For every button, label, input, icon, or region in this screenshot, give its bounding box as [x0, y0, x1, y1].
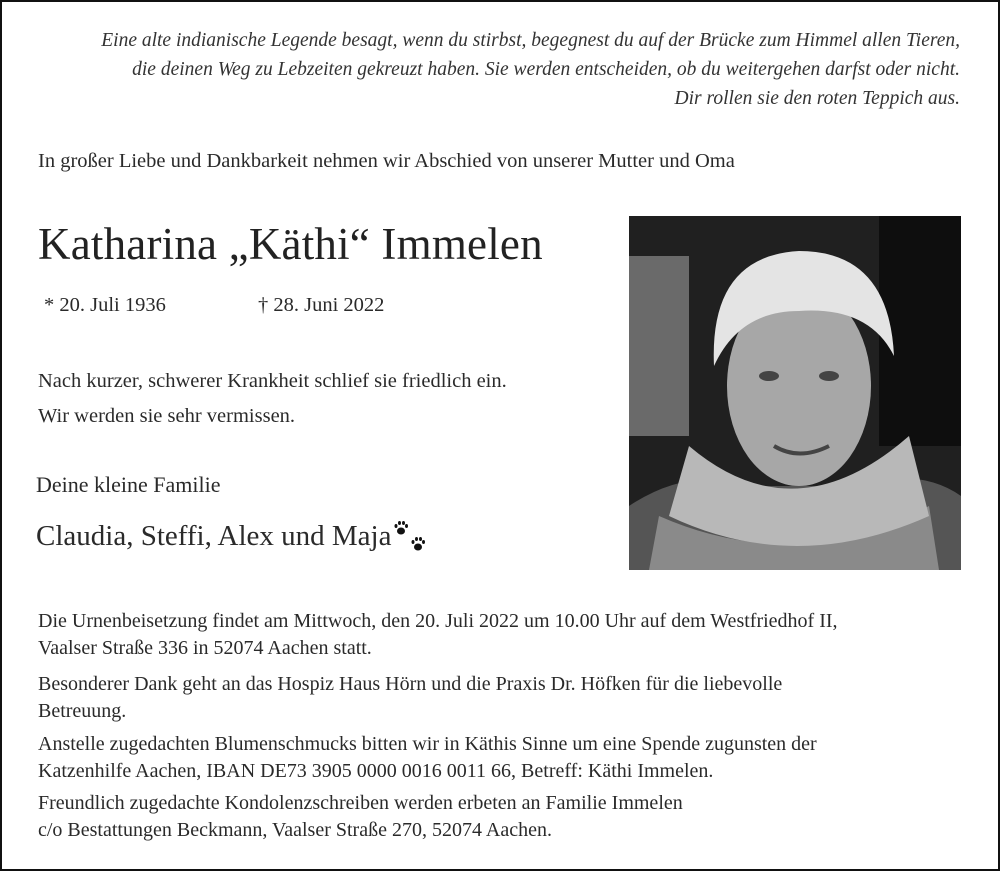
details-line: Besonderer Dank geht an das Hospiz Haus Hörn und die Praxis Dr. Höfken für die liebevolle: [38, 673, 783, 695]
paw-prints-icon: [393, 520, 429, 562]
death-date: † 28. Juni 2022: [258, 294, 385, 316]
family-members-text: Claudia, Steffi, Alex und Maja: [36, 520, 392, 552]
message-line: Nach kurzer, schwerer Krankheit schlief sie friedlich ein.: [38, 370, 507, 392]
details-line: Betreuung.: [38, 700, 127, 722]
quote-line: die deinen Weg zu Lebzeiten gekreuzt haben. Sie werden entscheiden, ob du weitergehen darfst oder nicht.: [132, 59, 960, 80]
intro-text: In großer Liebe und Dankbarkeit nehmen wir Abschied von unserer Mutter und Oma: [38, 150, 735, 172]
family-label: Deine kleine Familie: [36, 472, 221, 497]
birth-date: * 20. Juli 1936: [44, 294, 166, 316]
message-line: Wir werden sie sehr vermissen.: [38, 405, 296, 427]
details-line: c/o Bestattungen Beckmann, Vaalser Straße 270, 52074 Aachen.: [38, 819, 552, 841]
details-line: Anstelle zugedachten Blumenschmucks bitten wir in Käthis Sinne um eine Spende zugunsten der: [38, 733, 817, 755]
quote-line: Eine alte indianische Legende besagt, wenn du stirbst, begegnest du auf der Brücke zum Himmel allen Tieren,: [101, 30, 960, 51]
quote-line: Dir rollen sie den roten Teppich aus.: [674, 88, 960, 109]
family-members: [36, 520, 429, 562]
details-line: Katzenhilfe Aachen, IBAN DE73 3905 0000 0016 0011 66, Betreff: Käthi Immelen.: [38, 760, 714, 782]
details-line: Vaalser Straße 336 in 52074 Aachen statt.: [38, 637, 372, 659]
portrait-photo: [629, 216, 961, 570]
details-line: Freundlich zugedachte Kondolenzschreiben werden erbeten an Familie Immelen: [38, 792, 683, 814]
details-line: Die Urnenbeisetzung findet am Mittwoch, den 20. Juli 2022 um 10.00 Uhr auf dem Westfriedhof II,: [38, 610, 838, 632]
deceased-name: Katharina „Käthi“ Immelen: [38, 219, 543, 269]
